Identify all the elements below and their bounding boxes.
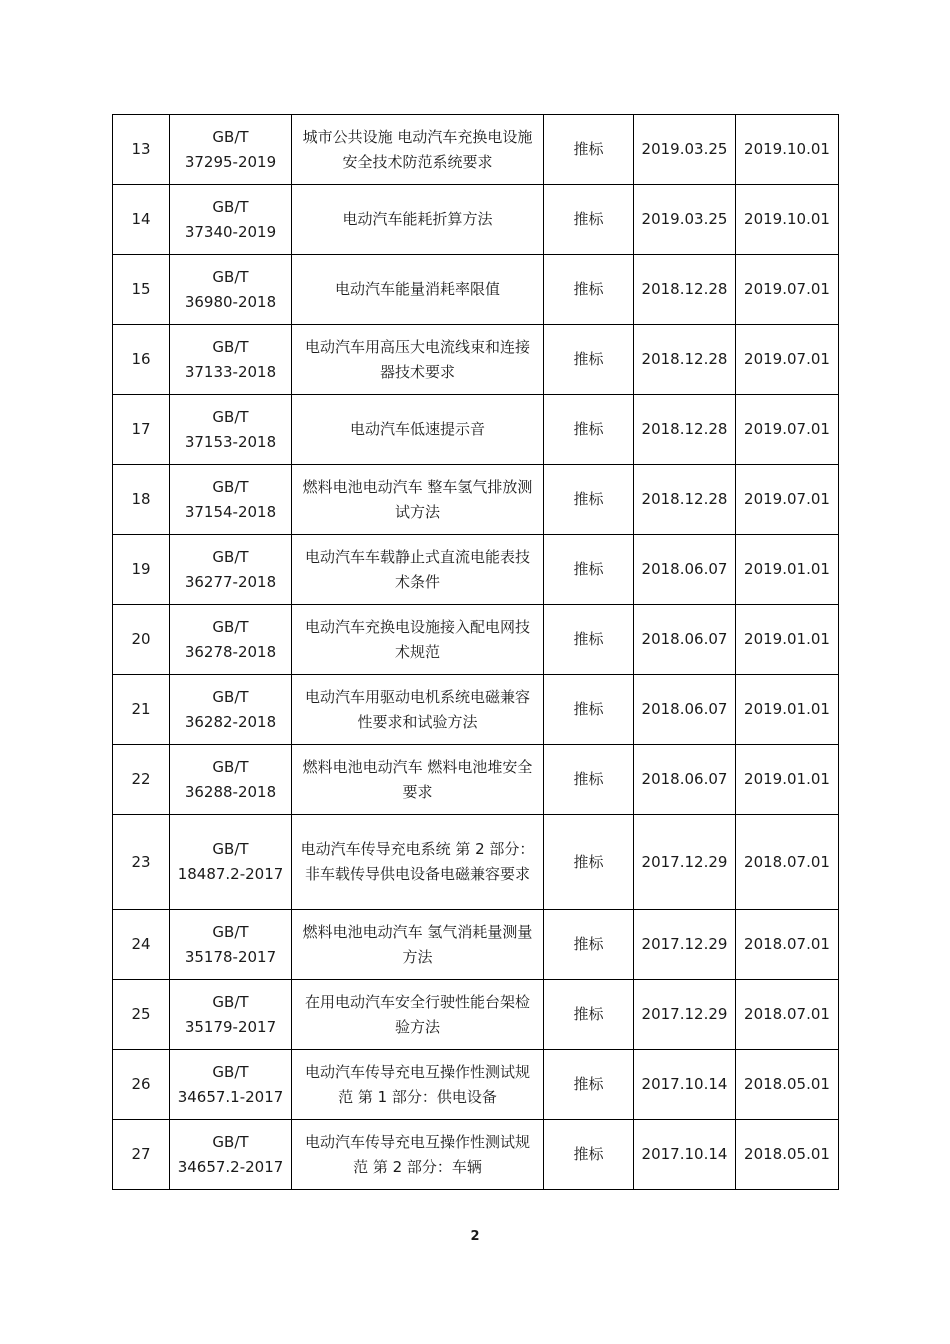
standard-type-cell: 推标 — [544, 815, 634, 910]
standard-code-cell — [170, 255, 292, 325]
standard-code-prefix: GB/T — [212, 197, 249, 216]
standard-type-cell: 推标 — [544, 325, 634, 395]
standard-code-number: 37153-2018 — [184, 432, 277, 451]
publish-date-cell: 2019.03.25 — [634, 115, 736, 185]
standard-code-prefix: GB/T — [212, 687, 249, 706]
standard-code-cell — [170, 325, 292, 395]
standard-code-number: 37340-2019 — [184, 222, 277, 241]
standard-code-prefix: GB/T — [212, 617, 249, 636]
standards-table — [112, 114, 839, 1190]
standard-type-cell: 推标 — [544, 605, 634, 675]
publish-date-cell: 2018.12.28 — [634, 255, 736, 325]
standard-name-cell: 电动汽车用高压大电流线束和连接器技术要求 — [292, 325, 544, 395]
standard-name-cell: 电动汽车传导充电互操作性测试规范 第 1 部分：供电设备 — [292, 1050, 544, 1120]
standards-table-body — [113, 115, 839, 1190]
row-number-cell: 24 — [113, 910, 170, 980]
standard-type-cell: 推标 — [544, 185, 634, 255]
standard-code-prefix: GB/T — [212, 757, 249, 776]
publish-date-cell: 2018.12.28 — [634, 395, 736, 465]
effective-date-cell: 2019.01.01 — [736, 745, 839, 815]
standard-code-number: 36278-2018 — [184, 642, 277, 661]
effective-date-cell: 2019.07.01 — [736, 395, 839, 465]
standard-type-cell: 推标 — [544, 980, 634, 1050]
standard-code-cell — [170, 395, 292, 465]
table-row — [113, 395, 839, 465]
standard-code-cell — [170, 465, 292, 535]
standard-code-prefix: GB/T — [212, 337, 249, 356]
standard-code-prefix: GB/T — [212, 1062, 249, 1081]
standard-name-cell: 电动汽车低速提示音 — [292, 395, 544, 465]
standard-name-cell: 燃料电池电动汽车 燃料电池堆安全要求 — [292, 745, 544, 815]
publish-date-cell: 2018.06.07 — [634, 745, 736, 815]
table-row — [113, 815, 839, 910]
publish-date-cell: 2017.12.29 — [634, 980, 736, 1050]
publish-date-cell: 2017.10.14 — [634, 1120, 736, 1190]
table-row — [113, 1050, 839, 1120]
row-number-cell: 27 — [113, 1120, 170, 1190]
table-row — [113, 255, 839, 325]
standard-code-prefix: GB/T — [212, 547, 249, 566]
table-row — [113, 910, 839, 980]
effective-date-cell: 2019.01.01 — [736, 675, 839, 745]
row-number-cell: 17 — [113, 395, 170, 465]
effective-date-cell: 2019.07.01 — [736, 465, 839, 535]
standard-code-cell — [170, 1120, 292, 1190]
standard-type-cell: 推标 — [544, 675, 634, 745]
effective-date-cell: 2018.07.01 — [736, 980, 839, 1050]
standard-type-cell: 推标 — [544, 1120, 634, 1190]
standard-type-cell: 推标 — [544, 1050, 634, 1120]
standard-code-number: 37295-2019 — [184, 152, 277, 171]
row-number-cell: 14 — [113, 185, 170, 255]
row-number-cell: 21 — [113, 675, 170, 745]
standard-code-prefix: GB/T — [212, 992, 249, 1011]
table-row — [113, 115, 839, 185]
standard-code-cell — [170, 605, 292, 675]
effective-date-cell: 2018.07.01 — [736, 815, 839, 910]
publish-date-cell: 2018.06.07 — [634, 675, 736, 745]
standard-name-cell: 电动汽车能耗折算方法 — [292, 185, 544, 255]
row-number-cell: 16 — [113, 325, 170, 395]
effective-date-cell: 2019.10.01 — [736, 115, 839, 185]
table-row — [113, 675, 839, 745]
row-number-cell: 26 — [113, 1050, 170, 1120]
publish-date-cell: 2018.12.28 — [634, 465, 736, 535]
standard-code-prefix: GB/T — [212, 477, 249, 496]
effective-date-cell: 2018.05.01 — [736, 1120, 839, 1190]
effective-date-cell: 2019.07.01 — [736, 255, 839, 325]
row-number-cell: 22 — [113, 745, 170, 815]
effective-date-cell: 2019.01.01 — [736, 535, 839, 605]
standard-code-prefix: GB/T — [212, 840, 249, 858]
standard-name-cell: 电动汽车用驱动电机系统电磁兼容性要求和试验方法 — [292, 675, 544, 745]
table-row — [113, 535, 839, 605]
standard-code-cell — [170, 675, 292, 745]
standard-code-cell — [170, 115, 292, 185]
standard-code-prefix: GB/T — [212, 127, 249, 146]
row-number-cell: 23 — [113, 815, 170, 910]
standard-type-cell: 推标 — [544, 910, 634, 980]
standard-type-cell: 推标 — [544, 115, 634, 185]
standard-type-cell: 推标 — [544, 395, 634, 465]
standard-code-cell — [170, 815, 292, 910]
publish-date-cell: 2017.12.29 — [634, 815, 736, 910]
standard-code-number: 34657.1-2017 — [177, 1087, 284, 1106]
standard-type-cell: 推标 — [544, 465, 634, 535]
table-row — [113, 980, 839, 1050]
standard-code-number: 36277-2018 — [184, 572, 277, 591]
effective-date-cell: 2018.07.01 — [736, 910, 839, 980]
row-number-cell: 20 — [113, 605, 170, 675]
standard-name-cell: 电动汽车传导充电互操作性测试规范 第 2 部分：车辆 — [292, 1120, 544, 1190]
standard-name-cell: 燃料电池电动汽车 整车氢气排放测试方法 — [292, 465, 544, 535]
standard-name-cell: 电动汽车充换电设施接入配电网技术规范 — [292, 605, 544, 675]
effective-date-cell: 2018.05.01 — [736, 1050, 839, 1120]
standard-code-prefix: GB/T — [212, 407, 249, 426]
standard-name-cell: 电动汽车车载静止式直流电能表技术条件 — [292, 535, 544, 605]
standard-type-cell: 推标 — [544, 255, 634, 325]
effective-date-cell: 2019.01.01 — [736, 605, 839, 675]
publish-date-cell: 2018.06.07 — [634, 605, 736, 675]
standard-code-number: 36282-2018 — [184, 712, 277, 731]
row-number-cell: 25 — [113, 980, 170, 1050]
standard-code-cell — [170, 1050, 292, 1120]
effective-date-cell: 2019.07.01 — [736, 325, 839, 395]
publish-date-cell: 2017.12.29 — [634, 910, 736, 980]
table-row — [113, 1120, 839, 1190]
standard-code-number: 36980-2018 — [184, 292, 277, 311]
table-row — [113, 605, 839, 675]
standard-code-cell — [170, 185, 292, 255]
standard-code-prefix: GB/T — [212, 267, 249, 286]
standard-name-cell: 电动汽车能量消耗率限值 — [292, 255, 544, 325]
standard-name-cell: 在用电动汽车安全行驶性能台架检验方法 — [292, 980, 544, 1050]
table-row — [113, 465, 839, 535]
standard-type-cell: 推标 — [544, 745, 634, 815]
table-row — [113, 745, 839, 815]
row-number-cell: 19 — [113, 535, 170, 605]
standard-name-cell: 电动汽车传导充电系统 第 2 部分：非车载传导供电设备电磁兼容要求 — [292, 815, 544, 910]
standard-code-number: 37154-2018 — [184, 502, 277, 521]
standard-code-cell — [170, 910, 292, 980]
table-row — [113, 185, 839, 255]
publish-date-cell: 2018.06.07 — [634, 535, 736, 605]
standard-code-number: 18487.2-2017 — [177, 865, 284, 883]
page-number: 2 — [470, 1229, 480, 1244]
standard-code-number: 37133-2018 — [184, 362, 277, 381]
publish-date-cell: 2019.03.25 — [634, 185, 736, 255]
publish-date-cell: 2017.10.14 — [634, 1050, 736, 1120]
row-number-cell: 13 — [113, 115, 170, 185]
standard-code-cell — [170, 745, 292, 815]
standard-name-cell: 城市公共设施 电动汽车充换电设施安全技术防范系统要求 — [292, 115, 544, 185]
table-row — [113, 325, 839, 395]
standard-code-prefix: GB/T — [212, 922, 249, 941]
standard-name-cell: 燃料电池电动汽车 氢气消耗量测量方法 — [292, 910, 544, 980]
publish-date-cell: 2018.12.28 — [634, 325, 736, 395]
standard-code-prefix: GB/T — [212, 1132, 249, 1151]
standard-code-number: 35178-2017 — [184, 947, 277, 966]
standard-code-number: 34657.2-2017 — [177, 1157, 284, 1176]
standard-code-cell — [170, 535, 292, 605]
standard-code-cell — [170, 980, 292, 1050]
row-number-cell: 15 — [113, 255, 170, 325]
standard-code-number: 35179-2017 — [184, 1017, 277, 1036]
standard-type-cell: 推标 — [544, 535, 634, 605]
row-number-cell: 18 — [113, 465, 170, 535]
standard-code-number: 36288-2018 — [184, 782, 277, 801]
effective-date-cell: 2019.10.01 — [736, 185, 839, 255]
